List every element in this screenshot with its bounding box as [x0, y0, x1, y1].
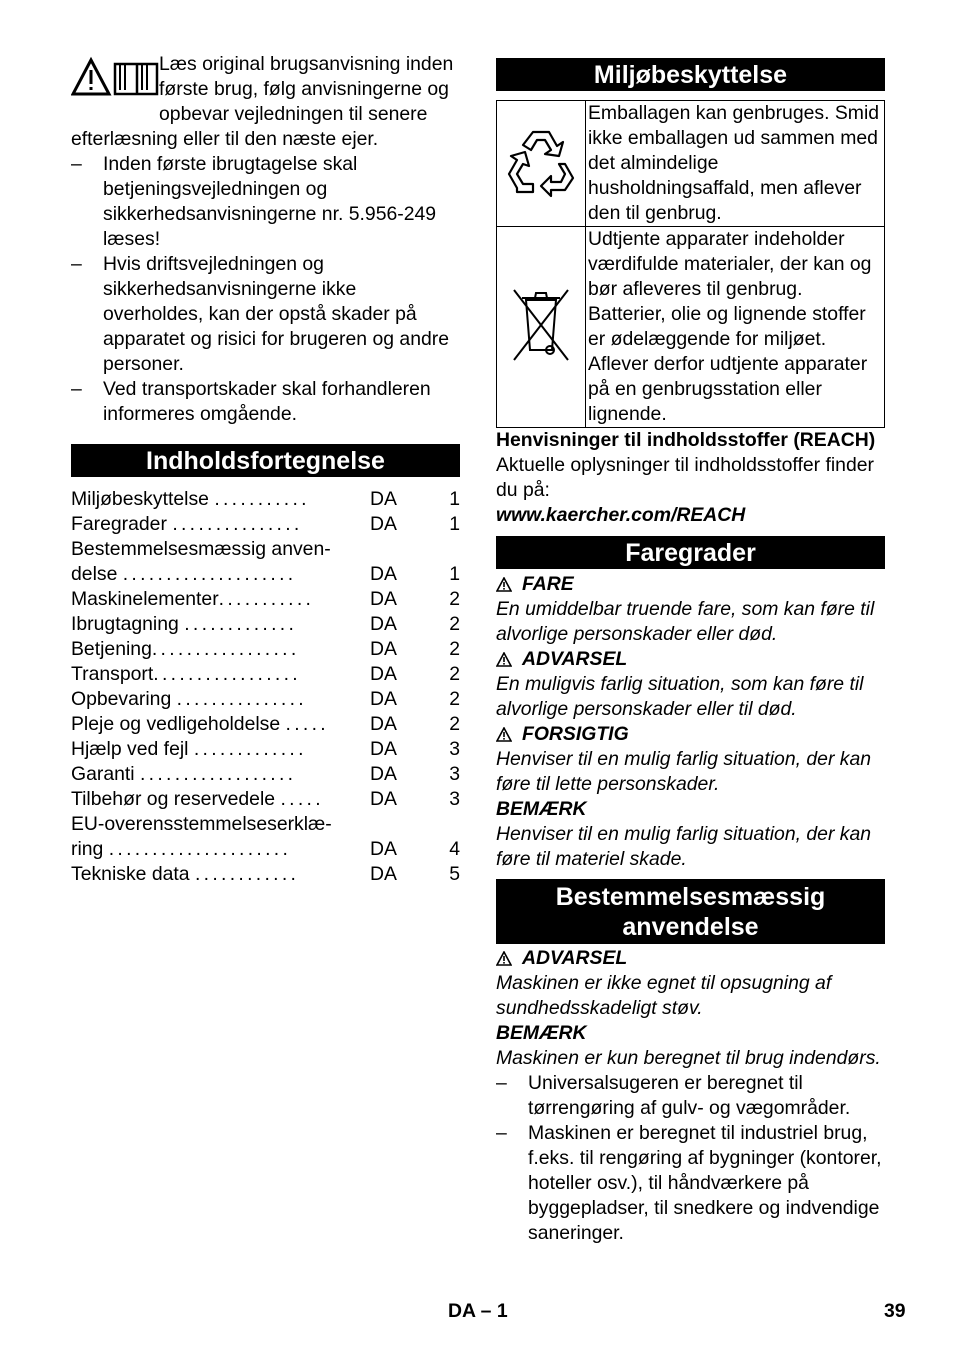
- toc-row[interactable]: Transport................. DA 2: [71, 663, 460, 685]
- toc-lang: DA: [370, 563, 397, 585]
- toc-heading: Indholdsfortegnelse: [71, 444, 460, 477]
- toc-title-line1: EU-overensstemmelseserklæ-: [71, 813, 332, 835]
- hazard-label: FORSIGTIG: [522, 723, 629, 745]
- table-of-contents: [71, 487, 460, 887]
- warning-triangle-icon: [496, 727, 512, 742]
- bullet-dash: –: [496, 1122, 507, 1144]
- bullet-dash: –: [71, 153, 82, 175]
- hazard-text: Henviser til en mulig farlig situation, der kan føre til lette personskader.: [496, 748, 872, 795]
- toc-page: 2: [449, 688, 460, 710]
- toc-row[interactable]: Faregrader ............... DA 1: [71, 513, 460, 535]
- toc-page: 1: [449, 488, 460, 510]
- toc-lang: DA: [370, 638, 397, 660]
- toc-title: Pleje og vedligeholdelse: [71, 713, 281, 735]
- intro-bullet: [71, 152, 460, 252]
- warning-text: Maskinen er ikke egnet til opsugning af sundhedsskadeligt støv.: [496, 972, 832, 1019]
- toc-title: Tekniske data: [71, 863, 190, 885]
- bullet-text: Universalsugeren er beregnet til tørrengøring af gulv- og vægområder.: [528, 1072, 851, 1119]
- toc-lang: DA: [370, 688, 397, 710]
- footer-page-number: 39: [884, 1300, 906, 1322]
- environment-text: Udtjente apparater indeholder værdifulde materialer, der kan og bør afleveres til genbrug. Batterier, olie og lignende stoffer er ødelæggende for miljøet. Aflever derfor udtjente apparater på en genbrugsstation eller lignende.: [586, 227, 885, 428]
- toc-row[interactable]: Opbevaring ............... DA 2: [71, 688, 460, 710]
- toc-lang: DA: [370, 613, 397, 635]
- toc-row[interactable]: Maskinelementer........... DA 2: [71, 588, 460, 610]
- toc-title: Ibrugtagning: [71, 613, 179, 635]
- intended-use-heading-line1: Bestemmelsesmæssig: [555, 883, 826, 911]
- hazard-label: FARE: [522, 573, 574, 595]
- warning-label: ADVARSEL: [522, 947, 628, 969]
- hazard-label: BEMÆRK: [496, 798, 587, 820]
- toc-lang: DA: [370, 663, 397, 685]
- toc-title: Tilbehør og reservedele: [71, 788, 276, 810]
- toc-page: 2: [449, 613, 460, 635]
- hazard-heading: Faregrader: [496, 536, 885, 569]
- hazard-text: En umiddelbar truende fare, som kan føre til alvorlige personskader eller død.: [496, 598, 875, 645]
- environment-row: [497, 101, 885, 227]
- toc-page: 3: [449, 763, 460, 785]
- warning-triangle-icon: [496, 577, 512, 592]
- toc-lang: DA: [370, 863, 397, 885]
- toc-title: Maskinelementer: [71, 588, 219, 610]
- toc-row[interactable]: Hjælp ved fejl ............. DA 3: [71, 738, 460, 760]
- intro-block: [71, 52, 460, 152]
- hazard-text: Henviser til en mulig farlig situation, der kan føre til materiel skade.: [496, 823, 872, 870]
- toc-page: 4: [449, 838, 460, 860]
- intro-bullet: [71, 377, 460, 427]
- recycle-icon-cell: [497, 101, 586, 227]
- intended-use-heading: [496, 879, 885, 944]
- toc-title: delse: [71, 563, 118, 585]
- hazard-label-row: [496, 722, 885, 747]
- toc-page: 5: [449, 863, 460, 885]
- bullet-dash: –: [71, 378, 82, 400]
- toc-title: Betjening: [71, 638, 152, 660]
- bullet-text: Maskinen er beregnet til industriel brug, f.eks. til rengøring af bygninger (kontorer, hoteller osv.), til håndværkere på byggepladser, til snedkere og indvendige saneringer.: [528, 1122, 882, 1244]
- environment-table: [496, 100, 885, 428]
- toc-page: 3: [449, 788, 460, 810]
- crossed-bin-icon: [506, 284, 576, 364]
- toc-title: Faregrader: [71, 513, 167, 535]
- toc-row[interactable]: Tekniske data ............ DA 5: [71, 863, 460, 885]
- toc-lang: DA: [370, 838, 397, 860]
- hazard-label-row: [496, 797, 885, 822]
- hazard-label: ADVARSEL: [522, 648, 628, 670]
- intended-use-heading-line2: anvendelse: [622, 913, 759, 941]
- toc-row[interactable]: Tilbehør og reservedele ..... DA 3: [71, 788, 460, 810]
- toc-title: Hjælp ved fejl: [71, 738, 189, 760]
- toc-row[interactable]: Ibrugtagning ............. DA 2: [71, 613, 460, 635]
- toc-row[interactable]: Betjening................. DA 2: [71, 638, 460, 660]
- use-bullet: [496, 1071, 885, 1121]
- toc-page: 1: [449, 563, 460, 585]
- note-text: Maskinen er kun beregnet til brug indendørs.: [496, 1047, 881, 1069]
- intro-icons: [71, 56, 159, 104]
- hazard-label-row: [496, 647, 885, 672]
- note-label-row: [496, 1021, 885, 1046]
- reach-link[interactable]: www.kaercher.com/REACH: [496, 504, 746, 526]
- bullet-text: Ved transportskader skal forhandleren informeres omgående.: [103, 378, 431, 425]
- use-bullet: [496, 1121, 885, 1246]
- environment-heading: Miljøbeskyttelse: [496, 58, 885, 91]
- toc-row[interactable]: EU-overensstemmelseserklæ- ring ..................... DA 4: [71, 813, 460, 860]
- toc-row[interactable]: Miljøbeskyttelse ........... DA 1: [71, 488, 460, 510]
- hazard-label-row: [496, 572, 885, 597]
- toc-lang: DA: [370, 713, 397, 735]
- toc-page: 1: [449, 513, 460, 535]
- right-column: [496, 58, 885, 1246]
- recycle-icon: [503, 122, 579, 198]
- toc-title: Miljøbeskyttelse: [71, 488, 209, 510]
- toc-lang: DA: [370, 513, 397, 535]
- left-column: [71, 52, 460, 887]
- toc-page: 2: [449, 588, 460, 610]
- toc-page: 2: [449, 713, 460, 735]
- warning-book-icon: [71, 56, 159, 100]
- toc-lang: DA: [370, 488, 397, 510]
- hazard-text: En muligvis farlig situation, som kan føre til alvorlige personskader eller til død.: [496, 673, 864, 720]
- toc-row[interactable]: Bestemmelsesmæssig anven- delse .................... DA 1: [71, 538, 460, 585]
- toc-title: Opbevaring: [71, 688, 172, 710]
- note-label: BEMÆRK: [496, 1022, 587, 1044]
- toc-lang: DA: [370, 588, 397, 610]
- intro-bullet: [71, 252, 460, 377]
- reach-text: Aktuelle oplysninger til indholdsstoffer finder du på:: [496, 454, 874, 501]
- bullet-text: Hvis driftsvejledningen og sikkerhedsanvisningerne ikke overholdes, kan der opstå skader på apparatet og risici for brugeren og andre personer.: [103, 253, 450, 375]
- toc-lang: DA: [370, 788, 397, 810]
- toc-lang: DA: [370, 763, 397, 785]
- toc-row[interactable]: Pleje og vedligeholdelse ..... DA 2: [71, 713, 460, 735]
- toc-page: 3: [449, 738, 460, 760]
- environment-text: Emballagen kan genbruges. Smid ikke emballagen ud sammen med det almindelige husholdningsaffald, men aflever den til genbrug.: [586, 101, 885, 227]
- reach-heading: Henvisninger til indholdsstoffer (REACH): [496, 429, 876, 451]
- toc-title: Garanti: [71, 763, 135, 785]
- toc-page: 2: [449, 663, 460, 685]
- warning-label-row: [496, 946, 885, 971]
- crossed-bin-icon-cell: [497, 227, 586, 428]
- toc-title: Transport: [71, 663, 154, 685]
- intended-use-body: [496, 946, 885, 1246]
- environment-row: [497, 227, 885, 428]
- toc-title: ring: [71, 838, 104, 860]
- bullet-dash: –: [496, 1072, 507, 1094]
- footer-lang-page: DA – 1: [448, 1300, 508, 1322]
- warning-triangle-icon: [496, 652, 512, 667]
- toc-row[interactable]: Garanti .................. DA 3: [71, 763, 460, 785]
- toc-title-line1: Bestemmelsesmæssig anven-: [71, 538, 331, 560]
- bullet-dash: –: [71, 253, 82, 275]
- warning-triangle-icon: [496, 951, 512, 966]
- toc-page: 2: [449, 638, 460, 660]
- intro-text: Læs original brugsanvisning inden første brug, følg anvisningerne og opbevar vejledningen til senere efterlæsning eller til den næste ejer.: [71, 53, 454, 150]
- bullet-text: Inden første ibrugtagelse skal betjeningsvejledningen og sikkerhedsanvisningerne nr. 5.956-249 læses!: [103, 153, 437, 250]
- hazard-list: [496, 572, 885, 872]
- toc-lang: DA: [370, 738, 397, 760]
